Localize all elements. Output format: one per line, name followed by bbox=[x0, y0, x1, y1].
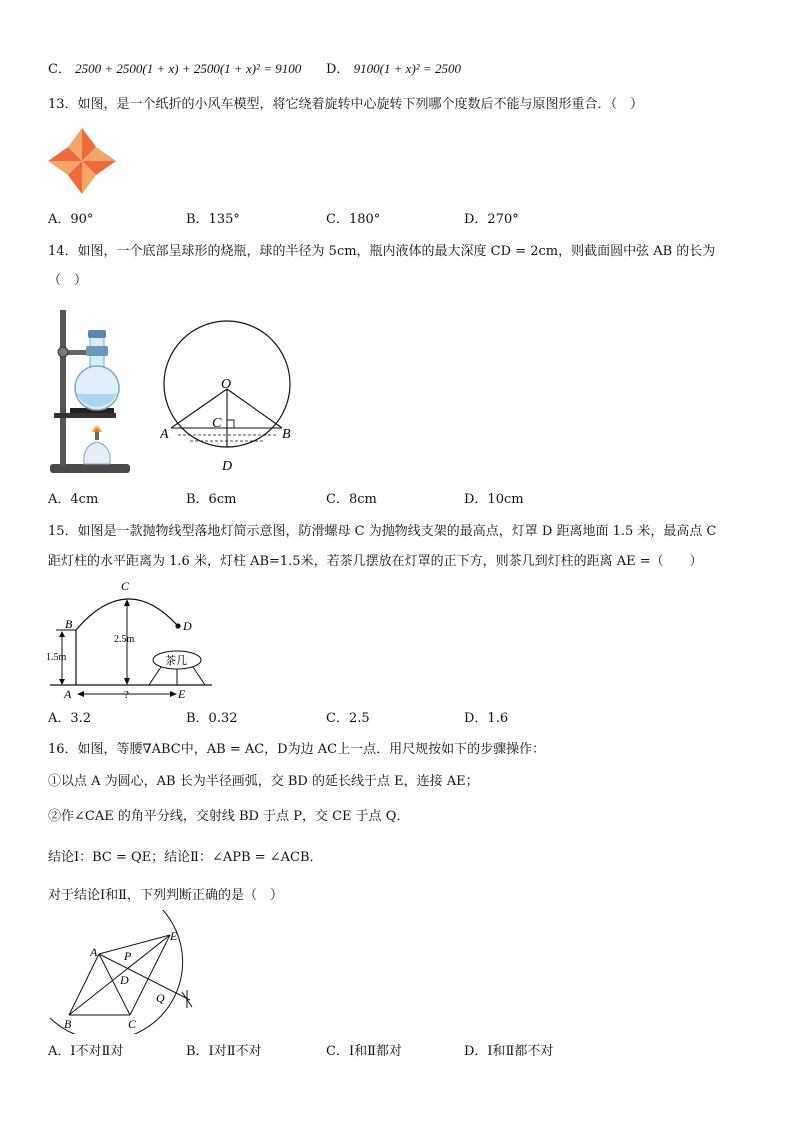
q16-label-a: A bbox=[90, 945, 98, 959]
q16-label-c: C bbox=[128, 1017, 137, 1031]
q16-label-d: D bbox=[120, 973, 129, 987]
q16-option-d: D．Ⅰ和Ⅱ都不对 bbox=[464, 1044, 554, 1059]
q14-label-d: D bbox=[222, 459, 233, 474]
q16-label-p: P bbox=[124, 949, 132, 963]
circle-chord-figure bbox=[160, 304, 298, 476]
q12-option-d bbox=[326, 60, 461, 79]
q15-table-label: 茶几 bbox=[165, 655, 187, 667]
q13-option-b: B．135° bbox=[186, 212, 240, 227]
q15-distance-label: ? bbox=[124, 689, 129, 701]
q14-label-o: O bbox=[221, 377, 232, 392]
q15-height-label-2: 2.5m bbox=[114, 634, 135, 645]
q16-step-1: ①以点 A 为圆心，AB 长为半径画弧，交 BD 的延长线于点 E，连接 AE； bbox=[48, 774, 479, 789]
q16-option-c: C．Ⅰ和Ⅱ都对 bbox=[326, 1044, 402, 1059]
q14-option-a: A．4cm bbox=[48, 492, 99, 507]
q13-option-a: A．90° bbox=[48, 212, 94, 227]
floor-lamp-figure bbox=[46, 578, 216, 702]
q14-option-c: C．8cm bbox=[326, 492, 377, 507]
q12-option-c-expr: 2500 + 2500(1 + x) + 2500(1 + x)² = 9100 bbox=[75, 61, 302, 76]
q15-label-d: D bbox=[183, 619, 192, 633]
q16-option-a: A．Ⅰ不对Ⅱ对 bbox=[48, 1044, 124, 1059]
q15-option-c: C．2.5 bbox=[326, 711, 370, 726]
q16-label-q: Q bbox=[156, 991, 165, 1005]
q12-option-c bbox=[48, 60, 301, 79]
q16-question: 对于结论Ⅰ和Ⅱ，下列判断正确的是（ ） bbox=[48, 888, 283, 903]
q14-stem-line1: 14．如图，一个底部呈球形的烧瓶，球的半径为 5cm，瓶内液体的最大深度 CD = 2cm，则截面圆中弦 AB 的长为 bbox=[48, 244, 716, 259]
q15-option-d: D．1.6 bbox=[464, 711, 509, 726]
q15-label-b: B bbox=[65, 617, 73, 631]
q15-height-label-1: 1.5m bbox=[46, 652, 67, 663]
q14-option-d: D．10cm bbox=[464, 492, 524, 507]
q12-option-d-label: D． bbox=[326, 62, 350, 77]
q15-option-b: B．0.32 bbox=[186, 711, 238, 726]
construction-figure bbox=[46, 910, 206, 1034]
q16-label-b: B bbox=[64, 1017, 72, 1031]
q12-option-c-label: C． bbox=[48, 62, 71, 77]
q15-stem-line2: 距灯柱的水平距离为 1.6 米，灯柱 AB=1.5米，若茶几摆放在灯罩的正下方，则茶几到灯柱的距离 AE =（ ） bbox=[48, 554, 703, 569]
q14-stem-line2: （ ） bbox=[48, 273, 88, 288]
q14-label-c: C bbox=[212, 416, 222, 431]
q16-option-b: B．Ⅰ对Ⅱ不对 bbox=[186, 1044, 262, 1059]
q16-label-e: E bbox=[170, 929, 178, 943]
q15-option-a: A．3.2 bbox=[48, 711, 92, 726]
q15-label-c: C bbox=[121, 579, 130, 593]
q15-label-e: E bbox=[178, 687, 186, 701]
q13-option-c: C．180° bbox=[326, 212, 381, 227]
q15-label-a: A bbox=[64, 687, 72, 701]
pinwheel-figure bbox=[46, 126, 118, 196]
q16-step-2: ②作∠CAE 的角平分线，交射线 BD 于点 P，交 CE 于点 Q． bbox=[48, 809, 410, 824]
q13-stem: 13．如图，是一个纸折的小风车模型，将它绕着旋转中心旋转下列哪个度数后不能与原图形重合．（ ） bbox=[48, 97, 644, 112]
q14-label-a: A bbox=[160, 427, 169, 442]
q16-stem: 16．如图，等腰∇ABC中，AB = AC，D为边 AC上一点．用尺规按如下的步骤操作： bbox=[48, 742, 546, 757]
q14-label-b: B bbox=[282, 427, 291, 442]
q16-conclusion: 结论Ⅰ：BC = QE；结论Ⅱ：∠APB = ∠ACB． bbox=[48, 850, 323, 865]
q14-option-b: B．6cm bbox=[186, 492, 237, 507]
flask-apparatus-figure bbox=[46, 304, 134, 478]
q15-stem-line1: 15．如图是一款抛物线型落地灯简示意图，防滑螺母 C 为抛物线支架的最高点，灯罩 D 距离地面 1.5 米，最高点 C bbox=[48, 524, 717, 539]
q12-option-d-expr: 9100(1 + x)² = 2500 bbox=[353, 61, 461, 76]
q13-option-d: D．270° bbox=[464, 212, 519, 227]
